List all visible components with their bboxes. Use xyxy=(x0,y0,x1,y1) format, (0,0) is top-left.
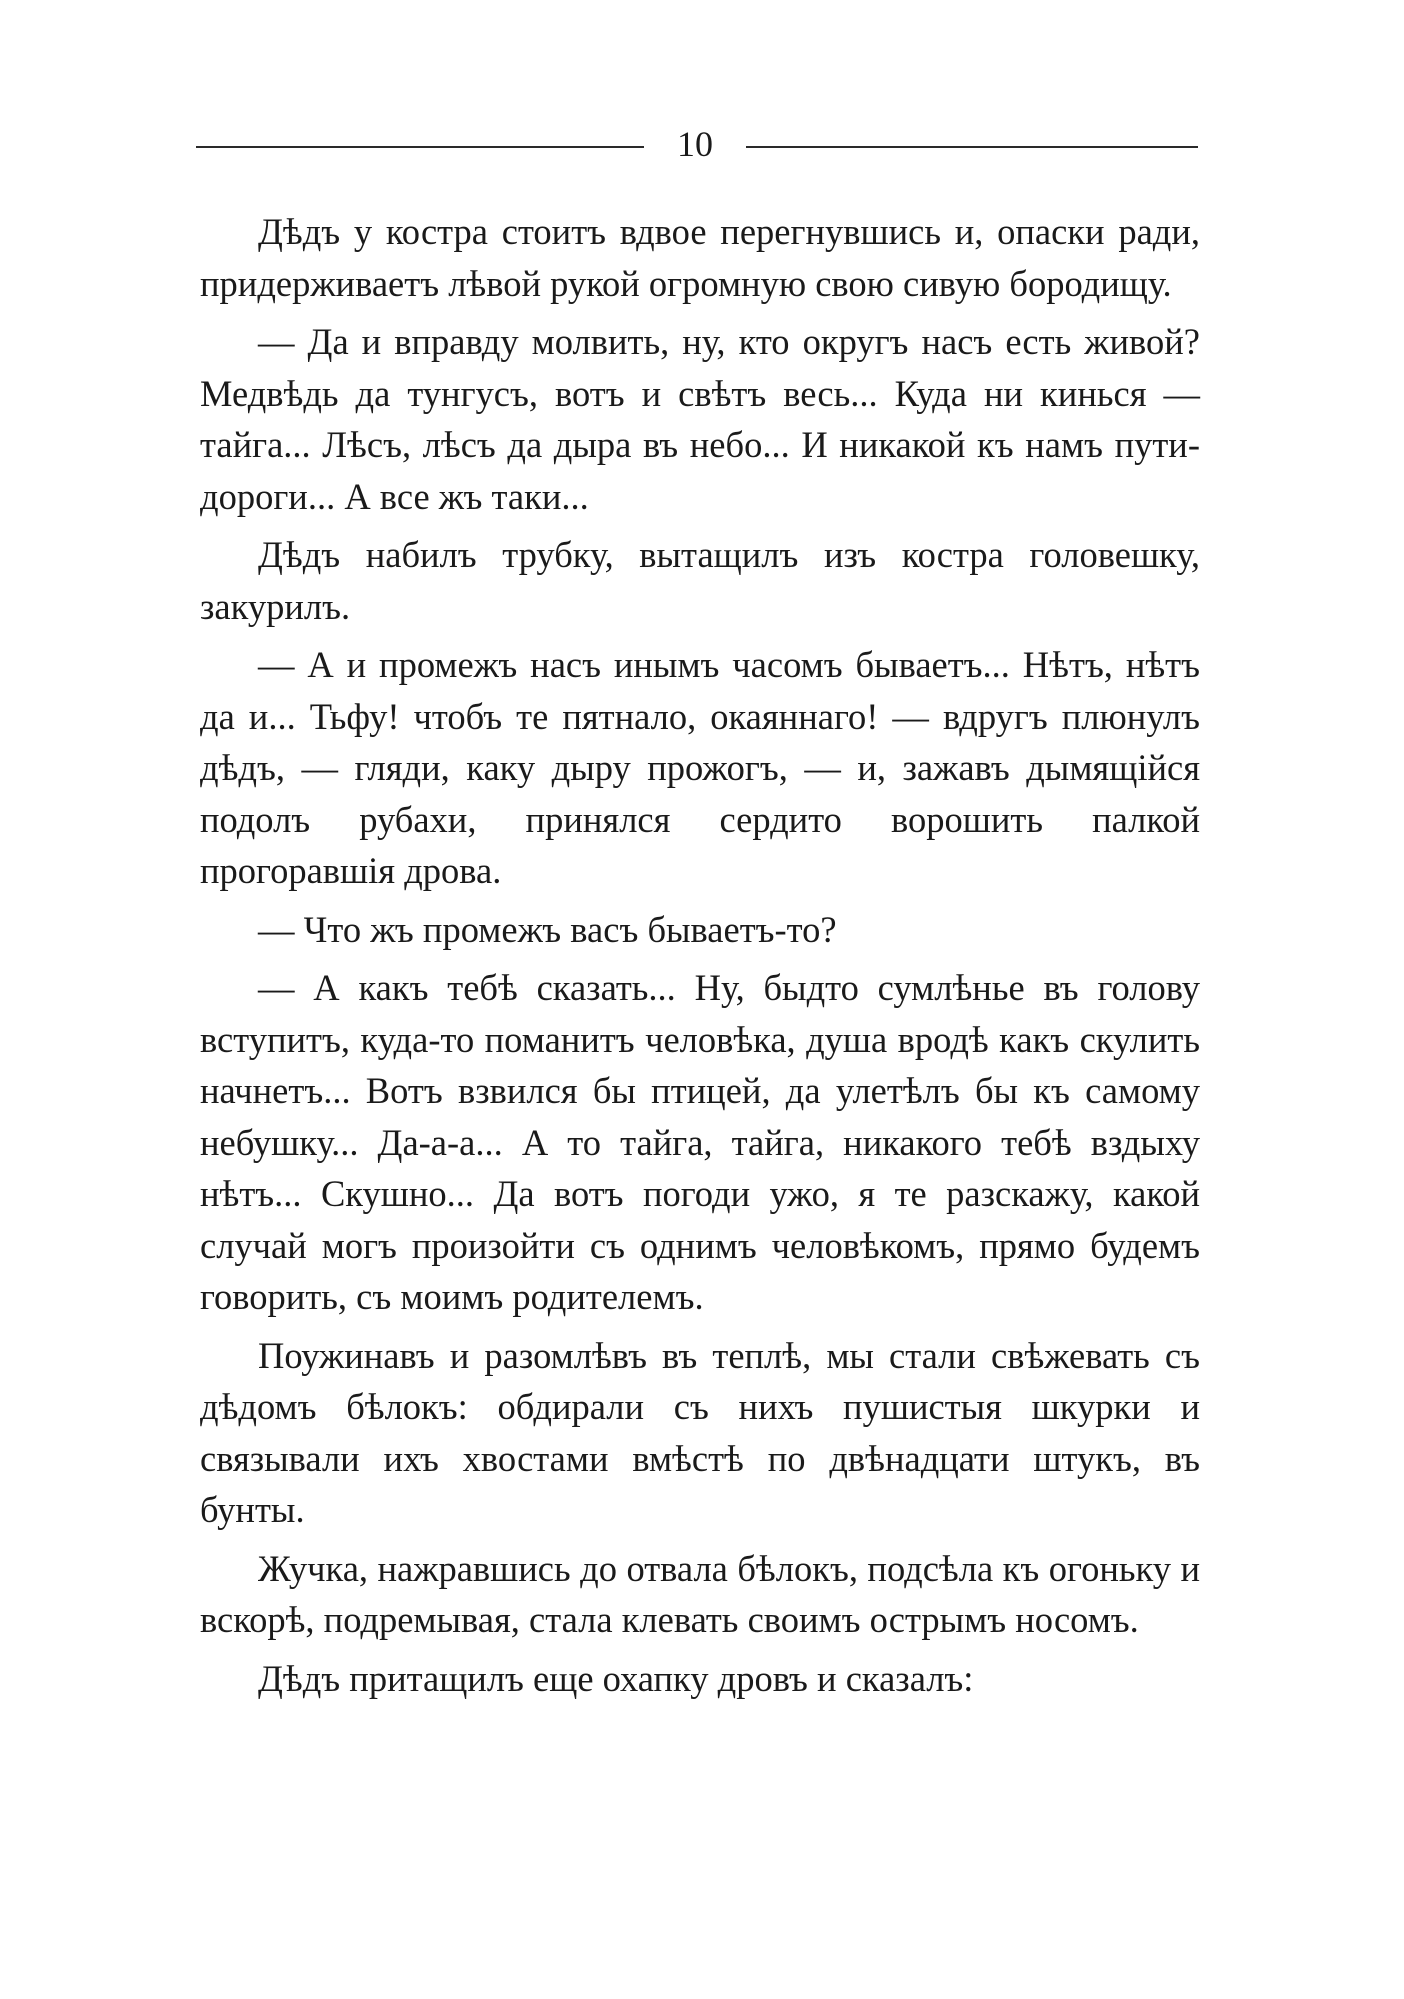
paragraph: — А какъ тебѣ сказать... Ну, быдто сумлѣнье въ голову вступитъ, куда-то поманитъ человѣка, душа вродѣ какъ скулить начнетъ... Вотъ взвился бы птицей, да улетѣлъ бы къ самому небушку... Да-а-а... А то тайга, тайга, никакого тебѣ вздыху нѣтъ... Скушно... Да вотъ погоди ужо, я те разскажу, какой случай могъ произойти съ однимъ человѣкомъ, прямо будемъ говорить, съ моимъ родителемъ. xyxy=(200,967,1200,1317)
header-rule-right xyxy=(746,146,1198,148)
paragraph: Дѣдъ у костра стоитъ вдвое перегнувшись и, опаски ради, придерживаетъ лѣвой рукой огромную свою сивую бородищу. xyxy=(200,211,1200,304)
page-number: 10 xyxy=(677,124,713,164)
paragraph: Жучка, нажравшись до отвала бѣлокъ, подсѣла къ огоньку и вскорѣ, подремывая, стала клевать своимъ острымъ носомъ. xyxy=(200,1547,1200,1640)
paragraph: — Что жъ промежъ васъ бываетъ-то? xyxy=(258,908,837,950)
header-rule-left xyxy=(196,146,644,148)
paragraph: Дѣдъ набилъ трубку, вытащилъ изъ костра головешку, закурилъ. xyxy=(200,534,1200,627)
paragraph: — А и промежъ насъ инымъ часомъ бываетъ... Нѣтъ, нѣтъ да и... Тьфу! чтобъ те пятнало, окаяннаго! — вдругъ плюнулъ дѣдъ, — гляди, каку дыру прожогъ, — и, зажавъ дымящійся подолъ рубахи, принялся сердито ворошить палкой прогоравшія дрова. xyxy=(200,644,1200,891)
paragraph: Поужинавъ и разомлѣвъ въ теплѣ, мы стали свѣжевать съ дѣдомъ бѣлокъ: обдирали съ нихъ пушистыя шкурки и связывали ихъ хвостами вмѣстѣ по двѣнадцати штукъ, въ бунты. xyxy=(200,1334,1200,1530)
body-text xyxy=(200,206,1200,1711)
page-header xyxy=(196,118,1198,170)
paragraph: — Да и вправду молвить, ну, кто округъ насъ есть живой? Медвѣдь да тунгусъ, вотъ и свѣтъ весь... Куда ни кинься — тайга... Лѣсъ, лѣсъ да дыра въ небо... И никакой къ намъ пути-дороги... А все жъ таки... xyxy=(200,321,1200,517)
paragraph: Дѣдъ притащилъ еще охапку дровъ и сказалъ: xyxy=(258,1657,974,1699)
